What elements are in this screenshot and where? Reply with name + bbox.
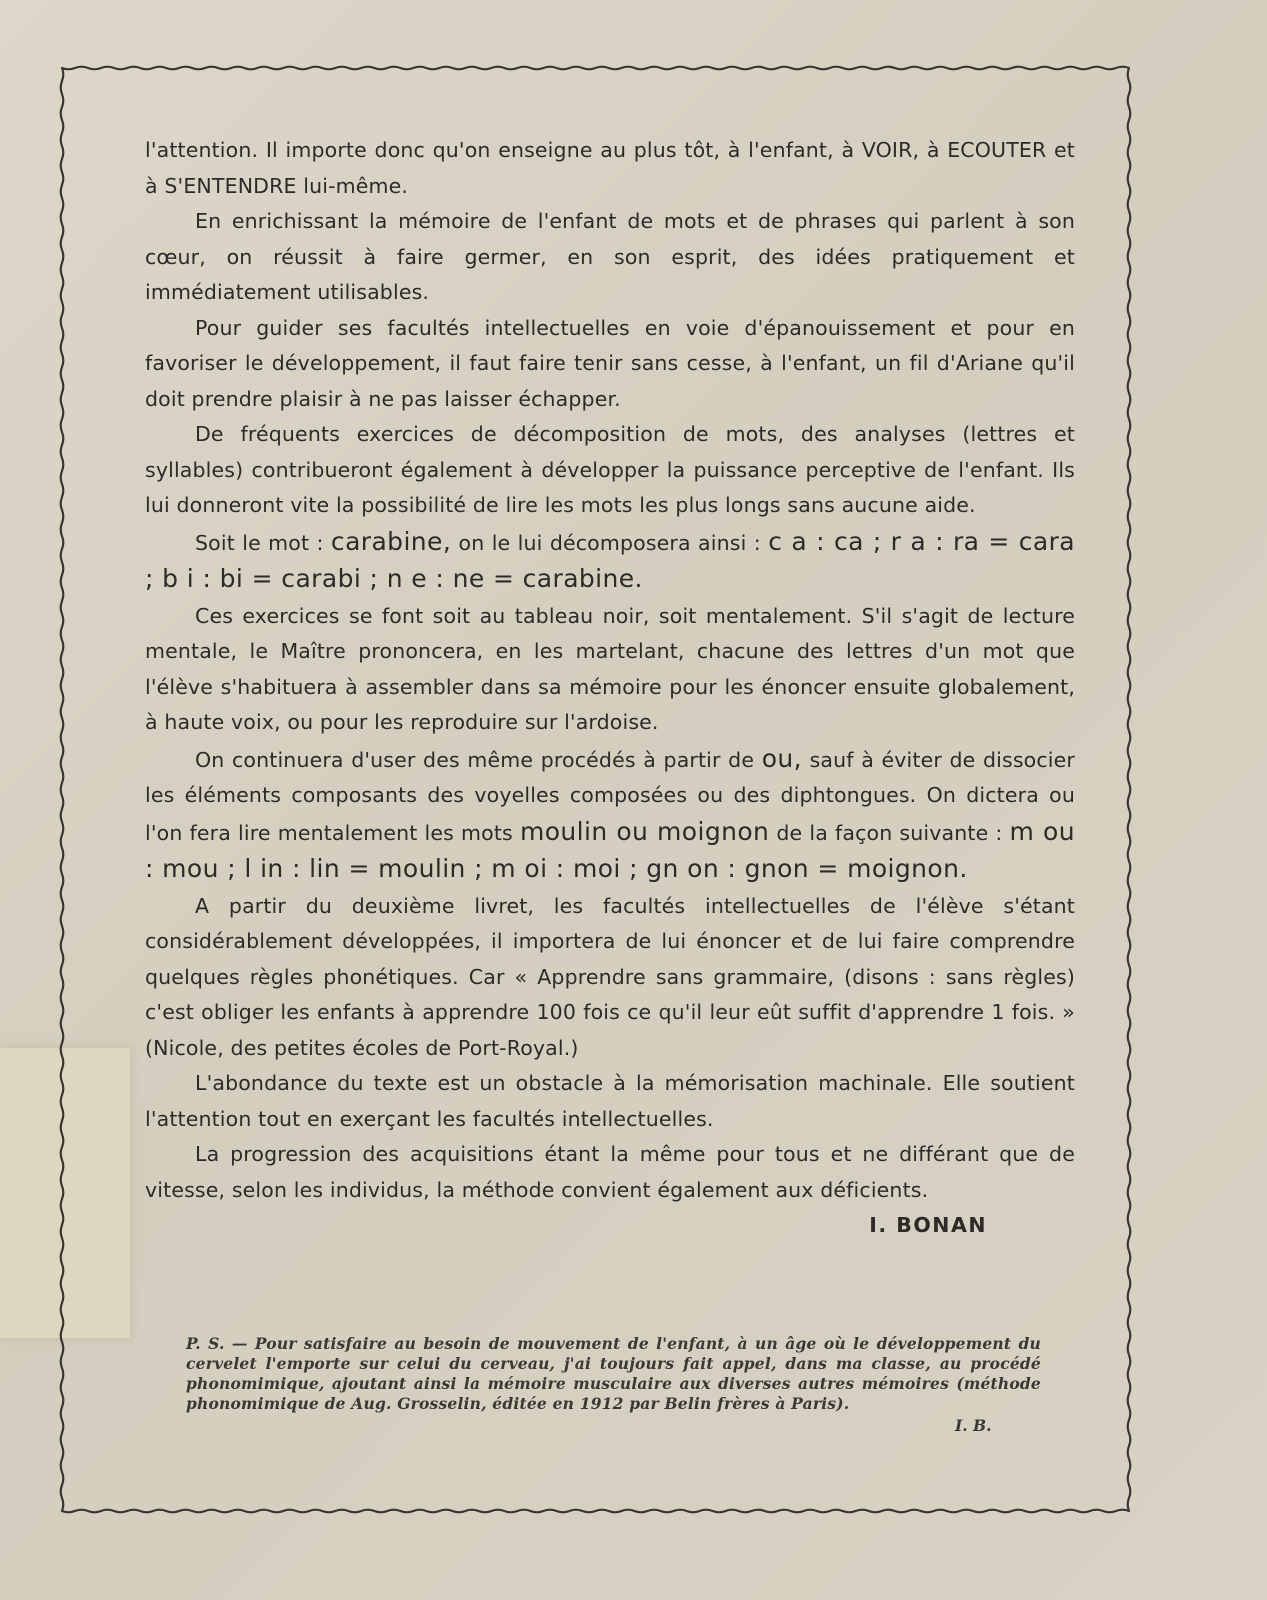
author-signature: I. BONAN: [869, 1213, 987, 1237]
paragraph-7-text-b: sauf à éviter de dissocier les éléments composants des voyelles composées ou des diphtongues. On dictera ou l'on fera lire mentalement les mots: [145, 747, 1075, 845]
postscript-note: P. S. — Pour satisfaire au besoin de mouvement de l'enfant, à un âge où le développement du cervelet l'emporte sur celui du cerveau, j'ai toujours fait appel, dans ma classe, au procédé phonomimique, ajoutant ainsi la mémoire musculaire aux diverses autres mémoires (méthode phonomimique de Aug. Grosselin, éditée en 1912 par Belin frères à Paris).: [186, 1334, 1041, 1413]
paragraph-7: [145, 741, 1084, 889]
paragraph-10: La progression des acquisitions étant la même pour tous et ne différant que de vitesse, selon les individus, la méthode convient également aux déficients.: [145, 1142, 1075, 1202]
paragraph-5-text-b: on le lui décomposera ainsi :: [451, 530, 769, 555]
body-text: [145, 133, 1084, 1244]
paragraph-8: A partir du deuxième livret, les facultés intellectuelles de l'élève s'étant considérablement développées, il importera de lui énoncer et de lui faire comprendre quelques règles phonétiques. Car « Apprendre sans grammaire, (disons : sans règles) c'est obliger les enfants à apprendre 100 fois ce qu'il leur eût suffit d'apprendre 1 fois. » (Nicole, des petites écoles de Port-Royal.): [145, 893, 1075, 1060]
postscript-initials: I. B.: [955, 1416, 992, 1435]
paragraph-3: Pour guider ses facultés intellectuelles en voie d'épanouissement et pour en favoriser le développement, il faut faire tenir sans cesse, à l'enfant, un fil d'Ariane qu'il doit prendre plaisir à ne pas laisser échapper.: [145, 315, 1075, 411]
word-ou: ou,: [761, 743, 802, 773]
paragraph-5-text-a: Soit le mot :: [195, 530, 331, 555]
paragraph-5: [145, 524, 1084, 599]
paragraph-4: De fréquents exercices de décomposition de mots, des analyses (lettres et syllables) contribueront également à développer la puissance perceptive de l'enfant. Ils lui donneront vite la possibilité de lire les mots les plus longs sans aucune aide.: [145, 422, 1075, 517]
decomposition-carabine: c a : ca ; r a : ra = cara ; b i : bi = carabi ; n e : ne = carabine.: [145, 526, 1084, 593]
word-carabine: carabine,: [330, 526, 452, 556]
decomposition-moulin-moignon: m ou : mou ; l in : lin = moulin ; m oi : moi ; gn on : gnon = moignon.: [145, 816, 1084, 883]
paragraph-6: Ces exercices se font soit au tableau noir, soit mentalement. S'il s'agit de lecture mentale, le Maître prononcera, en les martelant, chacune des lettres d'un mot que l'élève s'habituera à assembler dans sa mémoire pour les énoncer ensuite globalement, à haute voix, ou pour les reproduire sur l'ardoise.: [145, 603, 1075, 734]
paragraph-2: En enrichissant la mémoire de l'enfant de mots et de phrases qui parlent à son cœur, on réussit à faire germer, en son esprit, des idées pratiquement et immédiatement utilisables.: [145, 209, 1075, 304]
paragraph-7-text-c: de la façon suivante :: [769, 820, 1010, 845]
paragraph-7-text-a: On continuera d'user des même procédés à partir de: [195, 747, 762, 772]
paragraph-1: l'attention. Il importe donc qu'on enseigne au plus tôt, à l'enfant, à VOIR, à ECOUTER et à S'ENTENDRE lui-même.: [145, 138, 1075, 198]
paragraph-9: L'abondance du texte est un obstacle à la mémorisation machinale. Elle soutient l'attention tout en exerçant les facultés intellectuelles.: [145, 1071, 1075, 1131]
words-moulin-moignon: moulin ou moignon: [519, 816, 770, 846]
